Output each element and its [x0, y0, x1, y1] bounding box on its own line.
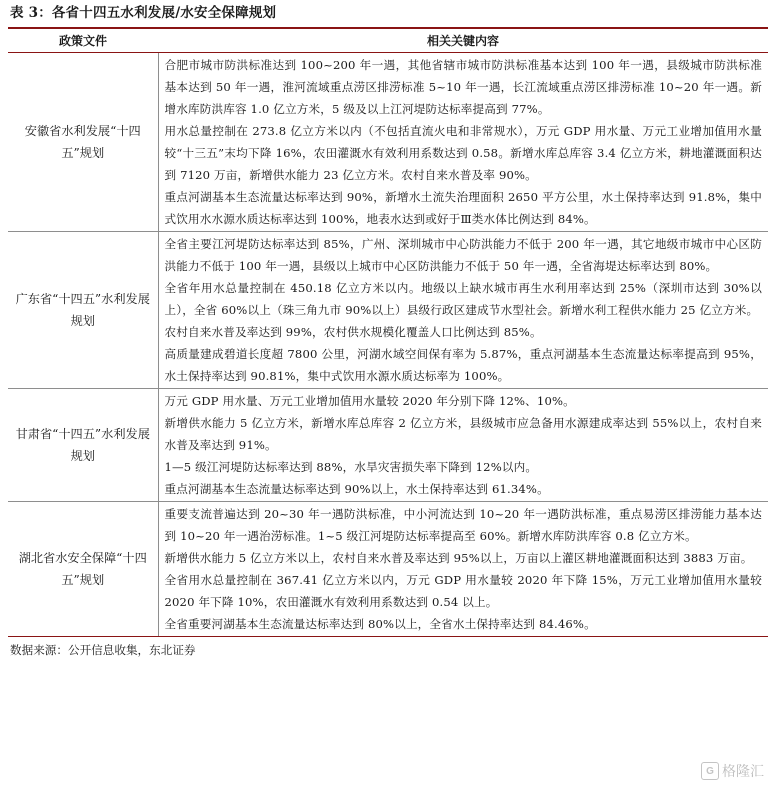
content-paragraph: 全省重要河湖基本生态流量达标率达到 80%以上，全省水土保持率达到 84.46%。 — [164, 617, 596, 631]
content-paragraph: 重要支流普遍达到 20~30 年一遇防洪标准，中小河流达到 10~20 年一遇防洪标准，重点易涝区排涝能力基本达到 10~20 年一遇治涝标准。1~5 级江河堤防达标率提高至 60%。新增水库防洪库容 0.8 亿立方米。 — [164, 507, 762, 543]
content-paragraph: 高质量建成碧道长度超 7800 公里，河湖水域空间保有率为 5.87%，重点河湖基本生态流量达标率提高到 95%，水土保持率达到 90.81%，集中式饮用水源水质达标率为 100%。 — [164, 347, 762, 383]
gelonghui-logo-icon: G — [701, 762, 719, 780]
content-paragraph: 用水总量控制在 273.8 亿立方米以内（不包括直流火电和非常规水），万元 GDP 用水量、万元工业增加值用水量较“十三五”末均下降 16%，农田灌溉水有效利用系数达到 0.58。新增水库总库容 3.4 亿立方米，耕地灌溉面积达到 7120 万亩，新增供水能力 23 亿立方米。农村自来水普及率 90%。 — [164, 124, 762, 182]
content-paragraph: 合肥市城市防洪标准达到 100~200 年一遇，其他省辖市城市防洪标准基本达到 100 年一遇，县级城市防洪标准基本达到 50 年一遇，淮河流域重点涝区排涝标准 5~10 年一遇，长江流域重点涝区排涝标准 10~20 年一遇。新增水库防洪库容 1.0 亿立方米，5 级及以上江河堤防达标率提高到 77%。 — [164, 58, 762, 116]
table-header — [8, 29, 768, 53]
content-paragraph: 重点河湖基本生态流量达标率达到 90%以上，水土保持率达到 61.34%。 — [164, 482, 549, 496]
policy-doc-name: 安徽省水利发展“十四五”规划 — [8, 53, 158, 232]
policy-doc-name: 湖北省水安全保障“十四五”规划 — [8, 502, 158, 637]
content-paragraph: 1—5 级江河堤防达标率达到 88%，水旱灾害损失率下降到 12%以内。 — [164, 460, 538, 474]
header-key-content: 相关关键内容 — [158, 29, 768, 53]
policy-doc-name: 广东省“十四五”水利发展规划 — [8, 232, 158, 389]
content-paragraph: 农村自来水普及率达到 99%，农村供水规模化覆盖人口比例达到 85%。 — [164, 325, 542, 339]
content-paragraph: 重点河湖基本生态流量达标率达到 90%，新增水土流失治理面积 2650 平方公里，水土保持率达到 91.8%，集中式饮用水水源水质达标率达到 100%，地表水达到或好于Ⅲ类水体比例达到 84%。 — [164, 190, 762, 226]
policy-doc-name: 甘肃省“十四五”水利发展规划 — [8, 389, 158, 502]
table-row-gansu — [8, 389, 768, 502]
content-paragraph: 全省用水总量控制在 367.41 亿立方米以内，万元 GDP 用水量较 2020 年下降 15%，万元工业增加值用水量较 2020 年下降 10%，农田灌溉水有效利用系数达到 0.54 以上。 — [164, 573, 762, 609]
content-paragraph: 新增供水能力 5 亿立方米以上，农村自来水普及率达到 95%以上，万亩以上灌区耕地灌溉面积达到 3883 万亩。 — [164, 551, 753, 565]
table-row-guangdong — [8, 232, 768, 389]
policy-content — [158, 53, 768, 232]
policy-content — [158, 389, 768, 502]
watermark-text: 格隆汇 — [722, 763, 764, 779]
content-paragraph: 全省年用水总量控制在 450.18 亿立方米以内。地级以上缺水城市再生水利用率达到 25%（深圳市达到 30%以上），全省 60%以上（珠三角九市 90%以上）县级行政区建成节水型社会。新增水利工程供水能力 25 亿立方米。 — [164, 281, 762, 317]
table-row-hubei — [8, 502, 768, 637]
watermark — [701, 761, 764, 781]
policy-content — [158, 502, 768, 637]
header-policy-file: 政策文件 — [8, 29, 158, 53]
policy-table — [8, 29, 768, 637]
report-page — [8, 0, 768, 662]
table-title: 表 3：各省十四五水利发展/水安全保障规划 — [10, 5, 277, 21]
content-paragraph: 万元 GDP 用水量、万元工业增加值用水量较 2020 年分别下降 12%、10%。 — [164, 394, 575, 408]
content-paragraph: 全省主要江河堤防达标率达到 85%，广州、深圳城市中心防洪能力不低于 200 年一遇，其它地级市城市中心区防洪能力不低于 100 年一遇，县级以上城市中心区防洪能力不低于 50 年一遇，全省海堤达标率达到 80%。 — [164, 237, 762, 273]
data-source-note: 数据来源：公开信息收集，东北证券 — [10, 643, 196, 657]
table-row-anhui — [8, 53, 768, 232]
content-paragraph: 新增供水能力 5 亿立方米，新增水库总库容 2 亿立方米，县级城市应急备用水源建成率达到 55%以上，农村自来水普及率达到 91%。 — [164, 416, 762, 452]
policy-content — [158, 232, 768, 389]
